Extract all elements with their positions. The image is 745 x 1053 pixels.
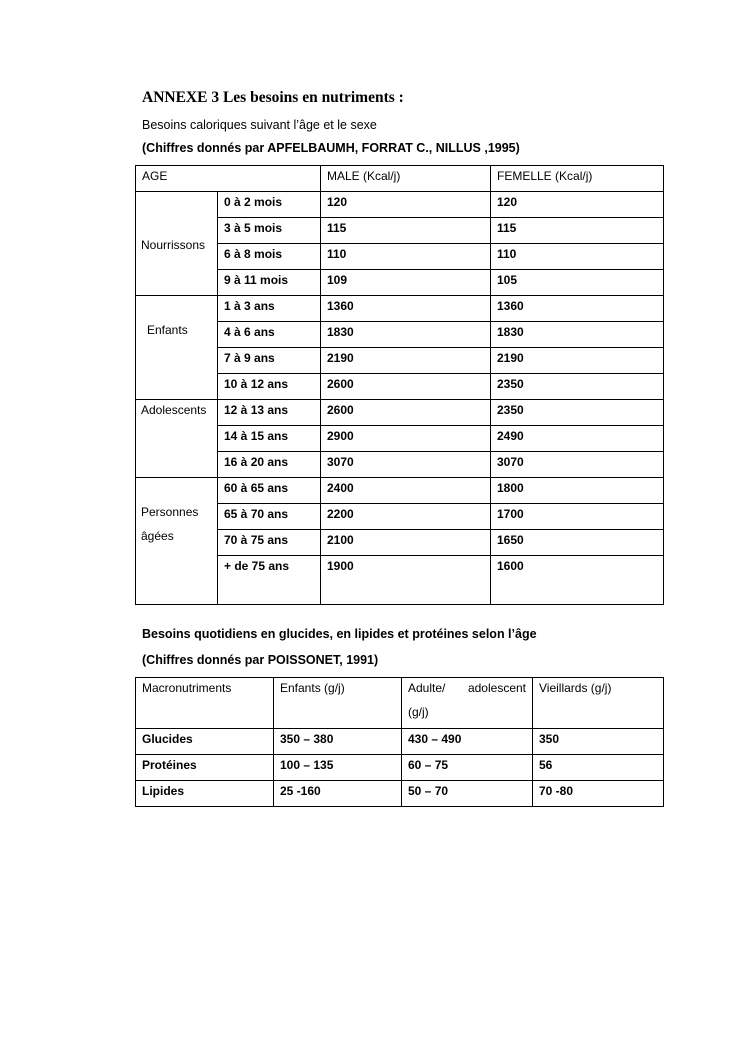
age-cell: 70 à 75 ans (218, 530, 321, 556)
vieillards-cell: 350 (533, 729, 664, 755)
male-cell: 109 (321, 270, 491, 296)
age-cell: 0 à 2 mois (218, 192, 321, 218)
age-cell: 16 à 20 ans (218, 452, 321, 478)
group-label-adolescents: Adolescents (136, 400, 218, 478)
header-female: FEMELLE (Kcal/j) (491, 166, 664, 192)
section1-source: (Chiffres donnés par APFELBAUMH, FORRAT C., NILLUS ,1995) (142, 141, 520, 155)
group-label-nourrissons: Nourrissons (136, 192, 218, 296)
female-cell: 3070 (491, 452, 664, 478)
male-cell: 110 (321, 244, 491, 270)
age-cell: 6 à 8 mois (218, 244, 321, 270)
age-cell: 4 à 6 ans (218, 322, 321, 348)
male-cell: 1900 (321, 556, 491, 605)
table-row (136, 755, 664, 781)
vieillards-cell: 70 -80 (533, 781, 664, 807)
female-cell: 1830 (491, 322, 664, 348)
age-cell: + de 75 ans (218, 556, 321, 605)
header-adulte-part2: adolescent (467, 681, 526, 695)
male-cell: 2600 (321, 400, 491, 426)
female-cell: 1800 (491, 478, 664, 504)
male-cell: 115 (321, 218, 491, 244)
group-label-personnes-agees (136, 478, 218, 605)
female-cell: 120 (491, 192, 664, 218)
male-cell: 2600 (321, 374, 491, 400)
section1-heading: Besoins caloriques suivant l’âge et le sexe (142, 118, 377, 132)
female-cell: 1600 (491, 556, 664, 605)
table-header-row (136, 166, 664, 192)
header-vieillards: Vieillards (g/j) (533, 678, 664, 729)
macronutrient-table (135, 677, 664, 807)
table-row (136, 296, 664, 322)
female-cell: 2350 (491, 400, 664, 426)
age-cell: 60 à 65 ans (218, 478, 321, 504)
age-cell: 14 à 15 ans (218, 426, 321, 452)
section2-heading: Besoins quotidiens en glucides, en lipides et protéines selon l’âge (142, 627, 537, 641)
female-cell: 105 (491, 270, 664, 296)
table-row (136, 729, 664, 755)
section2-source: (Chiffres donnés par POISSONET, 1991) (142, 653, 379, 667)
header-adulte-part1: Adulte/ (408, 681, 446, 695)
table-row (136, 400, 664, 426)
group-label-enfants: Enfants (136, 296, 218, 400)
male-cell: 2100 (321, 530, 491, 556)
nutrient-name: Lipides (136, 781, 274, 807)
female-cell: 1360 (491, 296, 664, 322)
header-age: AGE (136, 166, 321, 192)
table-row (136, 478, 664, 504)
age-cell: 1 à 3 ans (218, 296, 321, 322)
group-label-line2: âgées (141, 529, 174, 543)
age-cell: 10 à 12 ans (218, 374, 321, 400)
adulte-cell: 60 – 75 (402, 755, 533, 781)
male-cell: 1360 (321, 296, 491, 322)
header-enfants: Enfants (g/j) (274, 678, 402, 729)
age-cell: 65 à 70 ans (218, 504, 321, 530)
group-label-line1: Personnes (141, 505, 199, 519)
female-cell: 1700 (491, 504, 664, 530)
table-row (136, 781, 664, 807)
header-adulte-unit: (g/j) (408, 705, 429, 719)
female-cell: 1650 (491, 530, 664, 556)
vieillards-cell: 56 (533, 755, 664, 781)
age-cell: 3 à 5 mois (218, 218, 321, 244)
page-title: ANNEXE 3 Les besoins en nutriments : (142, 89, 404, 106)
male-cell: 2400 (321, 478, 491, 504)
calorie-needs-table (135, 165, 664, 605)
female-cell: 2490 (491, 426, 664, 452)
female-cell: 110 (491, 244, 664, 270)
table-row (136, 192, 664, 218)
female-cell: 115 (491, 218, 664, 244)
table-header-row (136, 678, 664, 729)
adulte-cell: 50 – 70 (402, 781, 533, 807)
female-cell: 2350 (491, 374, 664, 400)
enfants-cell: 350 – 380 (274, 729, 402, 755)
age-cell: 9 à 11 mois (218, 270, 321, 296)
header-adulte (402, 678, 533, 729)
enfants-cell: 25 -160 (274, 781, 402, 807)
male-cell: 120 (321, 192, 491, 218)
enfants-cell: 100 – 135 (274, 755, 402, 781)
adulte-cell: 430 – 490 (402, 729, 533, 755)
age-cell: 7 à 9 ans (218, 348, 321, 374)
female-cell: 2190 (491, 348, 664, 374)
header-male: MALE (Kcal/j) (321, 166, 491, 192)
nutrient-name: Glucides (136, 729, 274, 755)
male-cell: 2190 (321, 348, 491, 374)
male-cell: 2200 (321, 504, 491, 530)
male-cell: 1830 (321, 322, 491, 348)
nutrient-name: Protéines (136, 755, 274, 781)
age-cell: 12 à 13 ans (218, 400, 321, 426)
male-cell: 2900 (321, 426, 491, 452)
header-macronutriments: Macronutriments (136, 678, 274, 729)
male-cell: 3070 (321, 452, 491, 478)
